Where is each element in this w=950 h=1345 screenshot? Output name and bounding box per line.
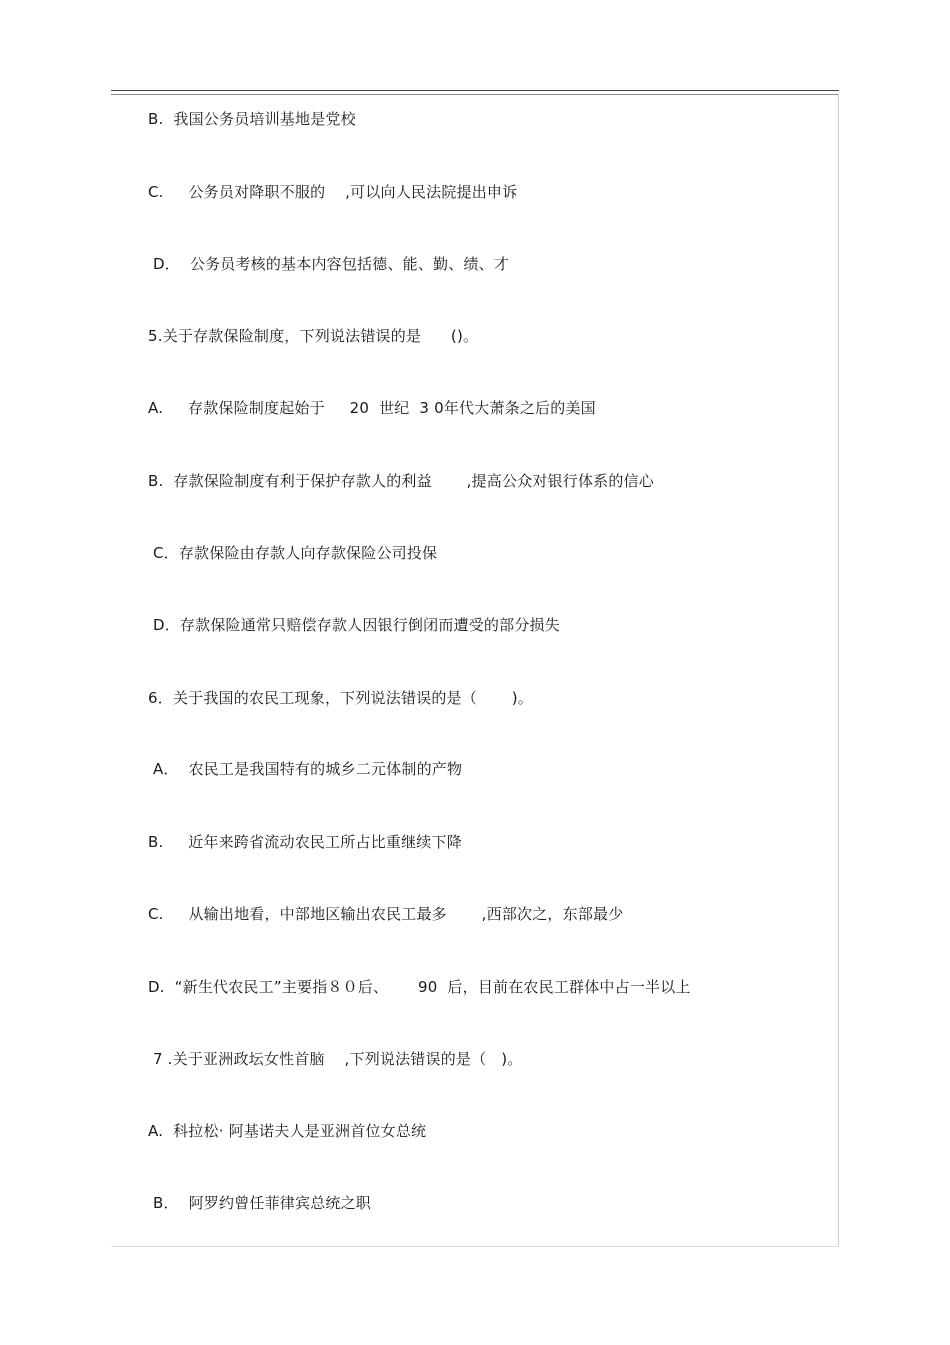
option-a-q7: A. 科拉松· 阿基诺夫人是亚洲首位女总统 bbox=[148, 1122, 427, 1140]
option-d-q4: D． 公务员考核的基本内容包括德、能、勤、绩、才 bbox=[148, 255, 510, 273]
option-c-q4: C. 公务员对降职不服的 ,可以向人民法院提出申诉 bbox=[148, 183, 518, 201]
option-d-q5: D．存款保险通常只赔偿存款人因银行倒闭而遭受的部分损失 bbox=[148, 616, 560, 634]
question-6: 6．关于我国的农民工现象，下列说法错误的是（ )。 bbox=[148, 689, 533, 707]
option-b-q5: B. 存款保险制度有利于保护存款人的利益 ,提高公众对银行体系的信心 bbox=[148, 472, 654, 490]
header-rule-secondary bbox=[111, 94, 839, 95]
question-7: 7 .关于亚洲政坛女性首脑 ,下列说法错误的是（ )。 bbox=[148, 1050, 523, 1068]
question-5: 5.关于存款保险制度，下列说法错误的是 ()。 bbox=[148, 327, 479, 345]
right-border bbox=[838, 94, 839, 1246]
option-c-q5: C．存款保险由存款人向存款保险公司投保 bbox=[148, 544, 438, 562]
footer-rule bbox=[111, 1246, 839, 1247]
option-b-q4: B. 我国公务员培训基地是党校 bbox=[148, 110, 356, 128]
option-a-q6: A． 农民工是我国特有的城乡二元体制的产物 bbox=[148, 760, 463, 778]
option-d-q6: D. “新生代农民工”主要指８０后、 90 后，目前在农民工群体中占一半以上 bbox=[148, 978, 691, 996]
header-rule bbox=[111, 90, 839, 91]
option-a-q5: A. 存款保险制度起始于 20 世纪 3 0年代大萧条之后的美国 bbox=[148, 399, 596, 417]
option-b-q6: B. 近年来跨省流动农民工所占比重继续下降 bbox=[148, 833, 462, 851]
option-b-q7: B． 阿罗约曾任菲律宾总统之职 bbox=[148, 1194, 371, 1212]
option-c-q6: C. 从输出地看，中部地区输出农民工最多 ,西部次之，东部最少 bbox=[148, 905, 624, 923]
